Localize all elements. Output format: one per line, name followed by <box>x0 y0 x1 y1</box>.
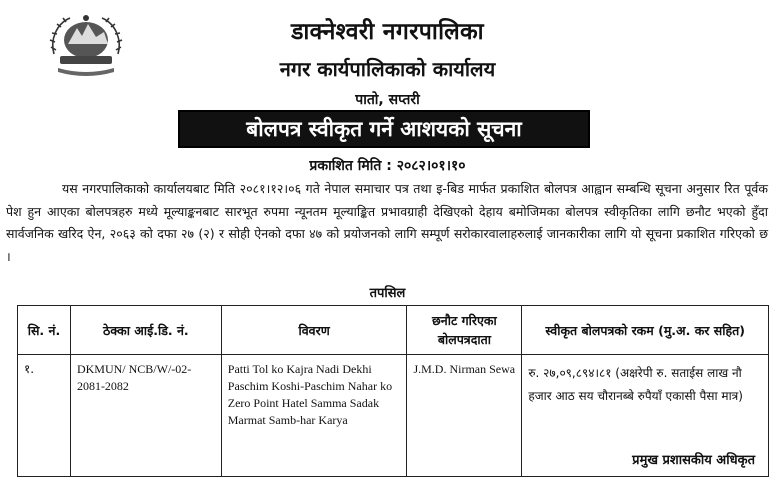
header-description: विवरण <box>221 306 407 355</box>
municipality-name: डाक्नेश्वरी नगरपालिका <box>291 19 484 45</box>
cell-bidder: J.M.D. Nirman Sewa <box>407 355 522 477</box>
header-contract-id: ठेक्का आई.डि. नं. <box>70 306 221 355</box>
notice-title: बोलपत्र स्वीकृत गर्ने आशयको सूचना <box>246 117 522 141</box>
header-amount: स्वीकृत बोलपत्रको रकम (मु.अ. कर सहित) <box>522 306 769 355</box>
header-bidder: छनौट गरिएका बोलपत्रदाता <box>407 306 522 355</box>
details-heading: तपसिल <box>369 286 406 301</box>
office-name: नगर कार्यपालिकाको कार्यालय <box>279 57 496 81</box>
signatory-title: प्रमुख प्रशासकीय अधिकृत <box>632 453 755 468</box>
notice-title-banner <box>178 110 590 148</box>
table-header-row <box>18 306 769 355</box>
office-location: पातो, सप्तरी <box>355 92 420 108</box>
cell-amount: रु. २७,०९,८९४।८१ (अक्षरेपी रु. सताईस लाख नौ हजार आठ सय चौरानब्बे रुपैयाँ एकासी पैसा मात्र) <box>522 355 769 477</box>
notice-paragraph <box>6 178 768 268</box>
header-sn: सि. नं. <box>18 306 71 355</box>
cell-description: Patti Tol ko Kajra Nadi Dekhi Paschim Koshi-Paschim Nahar ko Zero Point Hatel Samma Sadak Marmat Samb-har Karya <box>221 355 407 477</box>
notice-paragraph-text: यस नगरपालिकाको कार्यालयबाट मिति २०८१।१२।०६ गते नेपाल समाचार पत्र तथा इ-बिड मार्फत प्रकाशित बोलपत्र आह्वान सम्बन्धि सूचना अनुसार रित पूर्वक पेश हुन आएका बोलपत्रहरु मध्ये मूल्याङ्कनबाट सारभूत रुपमा न्यूनतम मूल्याङ्कित प्रभावग्राही देखिएको देहाय बमोजिमका बोलपत्र स्वीकृतिका लागि छनौट भएको हुँदा सार्वजनिक खरिद ऐन, २०६३ को दफा २७ (२) र सोही ऐनको दफा ४७ को प्रयोजनको लागि सम्पूर्ण सरोकारवालाहरुलाई जानकारीका लागि यो सूचना प्रकाशित गरिएको छ । <box>6 181 768 264</box>
cell-sn: १. <box>18 355 71 477</box>
published-date: प्रकाशित मिति : २०८२।०१।१० <box>309 158 466 174</box>
cell-contract-id: DKMUN/ NCB/W/-02-2081-2082 <box>70 355 221 477</box>
